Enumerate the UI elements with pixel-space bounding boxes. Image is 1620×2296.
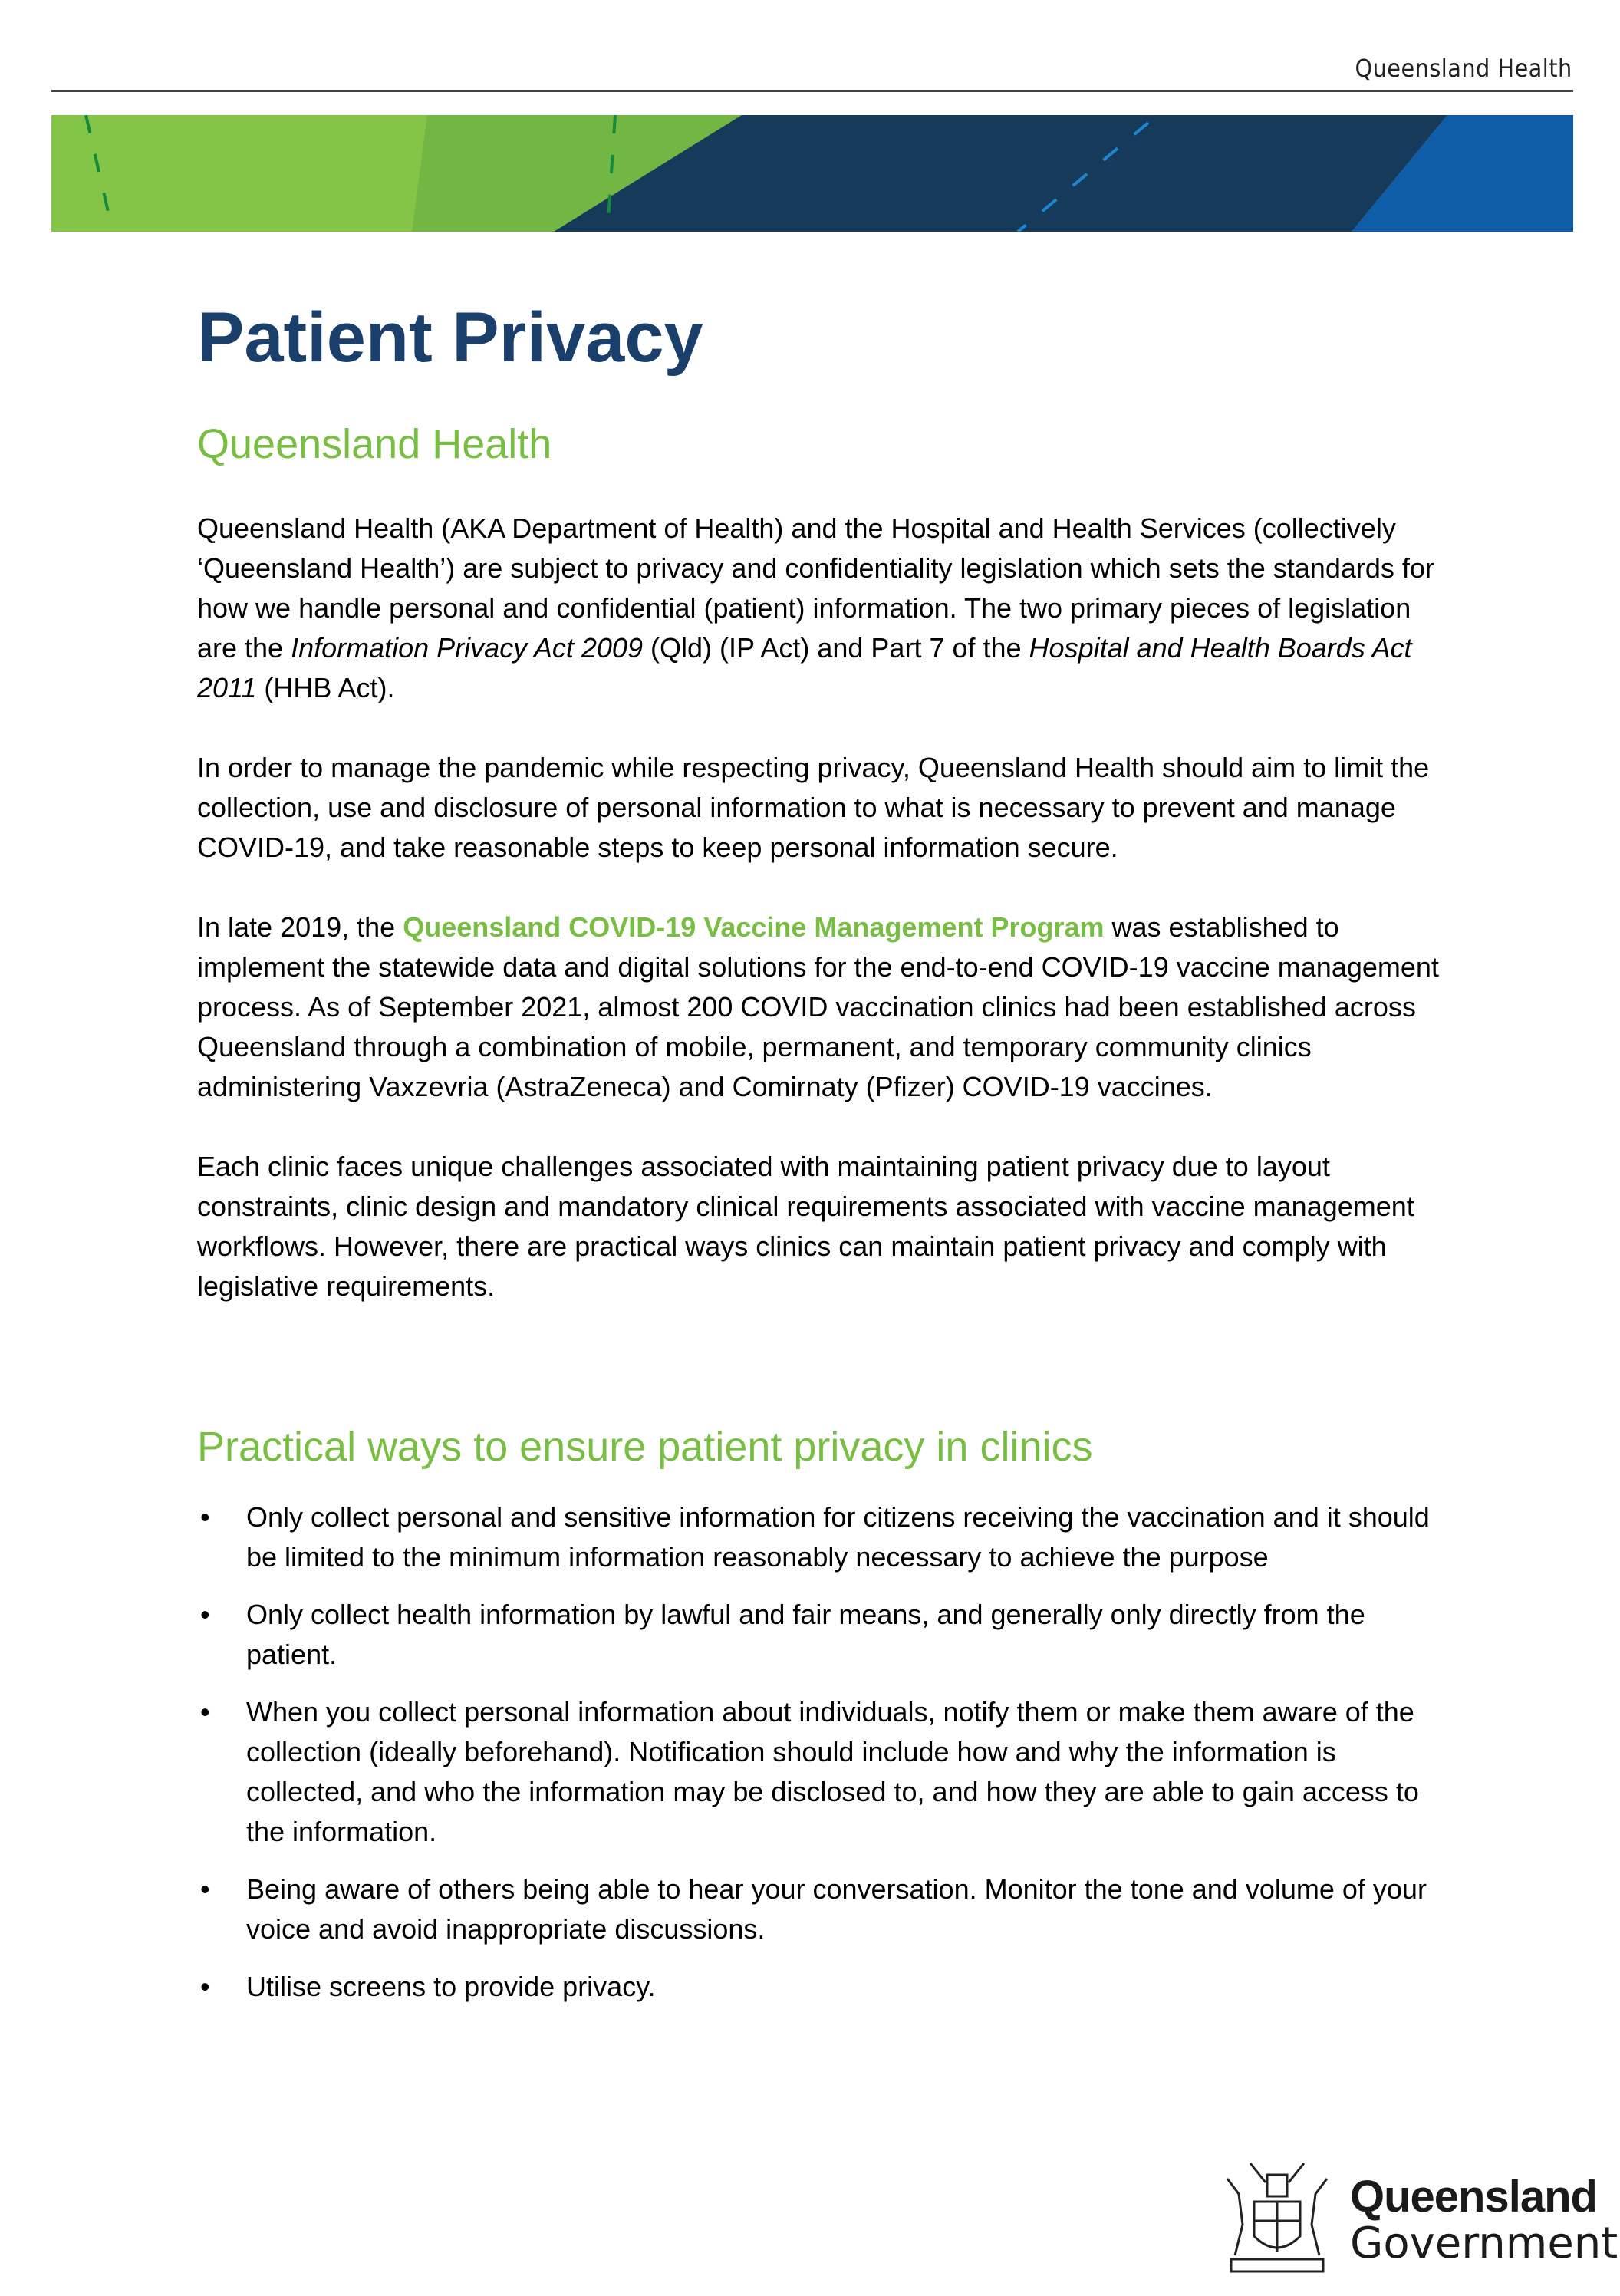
paragraph-pandemic: In order to manage the pandemic while respecting privacy, Queensland Health should aim to limit the collection, use and disclosure of personal information to what is necessary to prevent and manage COVID-19, and take reasonable steps to keep personal information secure. (197, 752, 1430, 863)
paragraph-clinics: Each clinic faces unique challenges associated with maintaining patient privacy due to layout constraints, clinic design and mandatory clinical requirements associated with vaccine management workflows. However, there are practical ways clinics can maintain patient privacy and comply with legislative requirements. (197, 1151, 1414, 1302)
vaccine-program-link[interactable]: Queensland COVID-19 Vaccine Management Program (403, 911, 1105, 943)
bullet-icon: • (200, 1971, 210, 2002)
list-item (197, 1497, 1455, 1577)
paragraph-legislation (197, 509, 1455, 708)
list-item-text: When you collect personal information about individuals, notify them or make them aware of the collection (ideally beforehand). Notification should include how and why the information is collected, and who the information may be disclosed to, and how they are able to gain access to the information. (246, 1696, 1419, 1847)
ip-act-name: Information Privacy Act 2009 (291, 632, 643, 664)
text: Queensland Health (AKA Department of Health) and the Hospital and Health Services (collectively ‘Queensland Health’) are subject to privacy and confidentiality legislation which sets the standards for how we handle personal and confidential (patient) information. The two primary pieces of legislation are the (197, 512, 1434, 664)
page-title: Patient Privacy (197, 298, 703, 377)
bullet-icon: • (200, 1696, 210, 1728)
text: In late 2019, the (197, 911, 403, 943)
subtitle: Queensland Health (197, 421, 552, 467)
list-item (197, 1869, 1455, 1949)
list-item-text: Utilise screens to provide privacy. (246, 1971, 656, 2002)
hhb-act-name: Hospital and Health Boards Act 2011 (197, 632, 1412, 703)
list-item-text: Being aware of others being able to hear your conversation. Monitor the tone and volume of your voice and avoid inappropriate discussions. (246, 1873, 1427, 1945)
paragraph-program (197, 908, 1455, 1107)
queensland-government-logo (1212, 2148, 1618, 2278)
header-banner (51, 115, 1573, 232)
list-item-text: Only collect personal and sensitive information for citizens receiving the vaccination and it should be limited to the minimum information reasonably necessary to achieve the purpose (246, 1501, 1430, 1573)
logo-line1: Queensland (1350, 2172, 1597, 2222)
body-text (197, 509, 1455, 1346)
text: was established to implement the statewide data and digital solutions for the end-to-end COVID-19 vaccine management process. As of September 2021, almost 200 COVID vaccination clinics had been established across Queensland through a combination of mobile, permanent, and temporary community clinics administering Vaxzevria (AstraZeneca) and Comirnaty (Pfizer) COVID-19 vaccines. (197, 911, 1439, 1102)
text: (Qld) (IP Act) and Part 7 of the (642, 632, 1029, 664)
section-heading: Practical ways to ensure patient privacy in clinics (197, 1424, 1093, 1470)
list-item (197, 1692, 1455, 1852)
privacy-tips-list (197, 1497, 1455, 2024)
list-item (197, 1595, 1455, 1675)
bullet-icon: • (200, 1873, 210, 1905)
logo-line2: Government (1350, 2219, 1618, 2268)
bullet-icon: • (200, 1599, 210, 1630)
bullet-icon: • (200, 1501, 210, 1533)
list-item (197, 1967, 1455, 2007)
coat-of-arms-icon (1212, 2148, 1342, 2278)
list-item-text: Only collect health information by lawful and fair means, and generally only directly from the patient. (246, 1599, 1365, 1670)
header-org-name: Queensland Health (1355, 54, 1572, 83)
text: (HHB Act). (256, 672, 395, 703)
header-divider (51, 90, 1573, 92)
